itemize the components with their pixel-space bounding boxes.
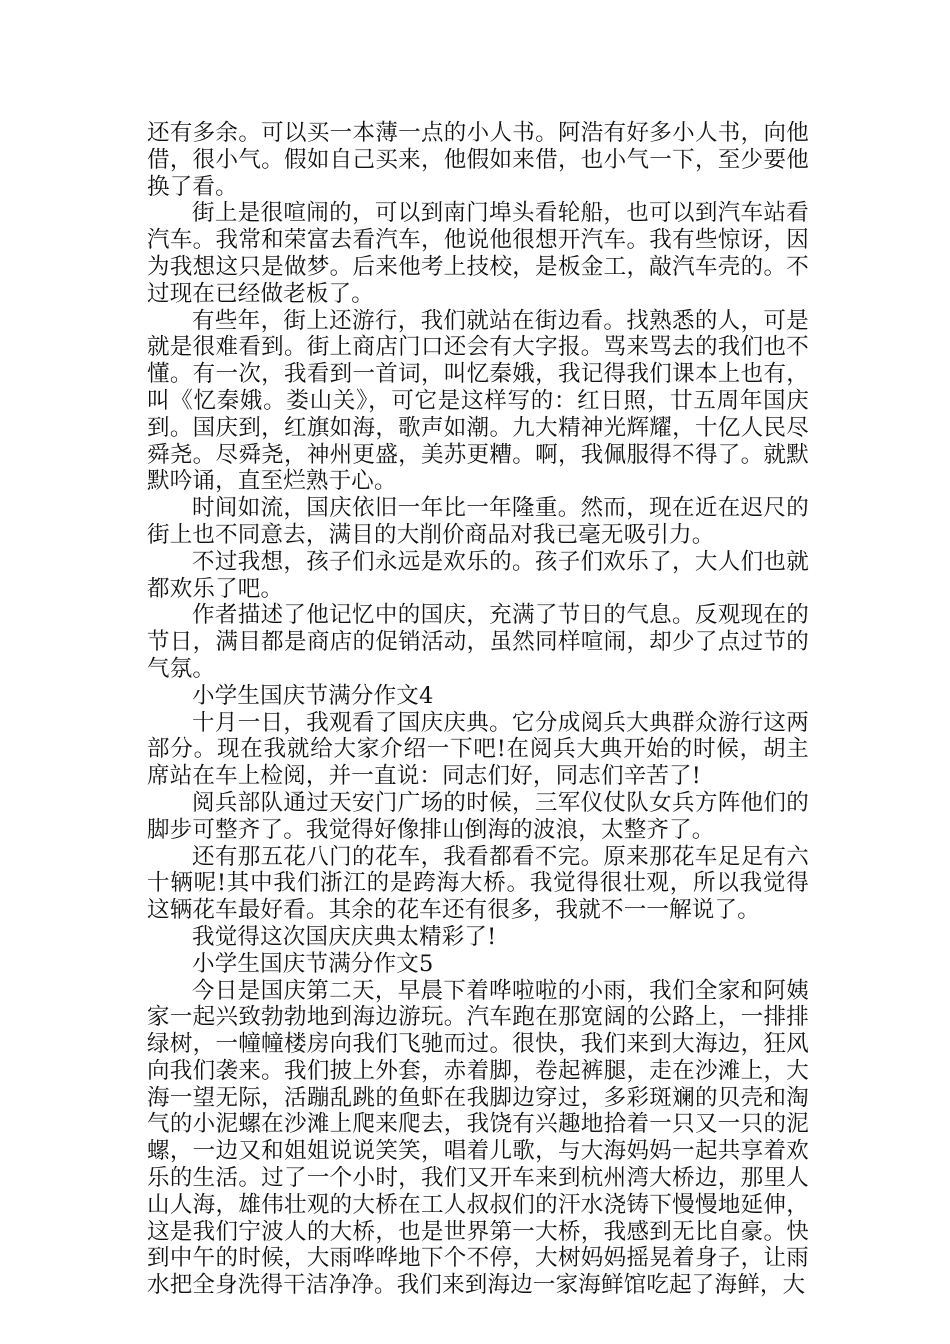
body-paragraph: 不过我想，孩子们永远是欢乐的。孩子们欢乐了，大人们也就都欢乐了吧。 (147, 548, 809, 602)
document-body (147, 120, 809, 1299)
body-paragraph: 十月一日，我观看了国庆庆典。它分成阅兵大典群众游行这两部分。现在我就给大家介绍一下吧!在阅兵大典开始的时候，胡主席站在车上检阅，并一直说：同志们好，同志们辛苦了! (147, 709, 809, 790)
body-paragraph: 今日是国庆第二天，早晨下着哗啦啦的小雨，我们全家和阿姨家一起兴致勃勃地到海边游玩。汽车跑在那宽阔的公路上，一排排绿树，一幢幢楼房向我们飞驰而过。很快，我们来到大海边，狂风向我们袭来。我们披上外套，赤着脚，卷起裤腿，走在沙滩上，大海一望无际，活蹦乱跳的鱼虾在我脚边穿过，多彩斑斓的贝壳和淘气的小泥螺在沙滩上爬来爬去，我饶有兴趣地拾着一只又一只的泥螺，一边又和姐姐说说笑笑，唱着儿歌，与大海妈妈一起共享着欢乐的生活。过了一个小时，我们又开车来到杭州湾大桥边，那里人山人海，雄伟壮观的大桥在工人叔叔们的汗水浇铸下慢慢地延伸，这是我们宁波人的大桥，也是世界第一大桥，我感到无比自豪。快到中午的时候，大雨哗哗地下个不停，大树妈妈摇晃着身子，让雨水把全身洗得干洁净净。我们来到海边一家海鲜馆吃起了海鲜，大 (147, 977, 809, 1299)
body-paragraph: 有些年，街上还游行，我们就站在街边看。找熟悉的人，可是就是很难看到。街上商店门口还会有大字报。骂来骂去的我们也不懂。有一次，我看到一首词，叫忆秦娥，我记得我们课本上也有，叫《忆秦娥。娄山关》，可它是这样写的：红日照，廿五周年国庆到。国庆到，红旗如海，歌声如潮。九大精神光辉耀，十亿人民尽舜尧。尽舜尧，神州更盛，美苏更糟。啊，我佩服得不得了。就默默吟诵，直至烂熟于心。 (147, 307, 809, 495)
body-paragraph: 阅兵部队通过天安门广场的时候，三军仪仗队女兵方阵他们的脚步可整齐了。我觉得好像排山倒海的波浪，太整齐了。 (147, 789, 809, 843)
body-paragraph: 街上是很喧闹的，可以到南门埠头看轮船，也可以到汽车站看汽车。我常和荣富去看汽车，他说他很想开汽车。我有些惊讶，因为我想这只是做梦。后来他考上技校，是板金工，敲汽车壳的。不过现在已经做老板了。 (147, 200, 809, 307)
body-paragraph: 作者描述了他记忆中的国庆，充满了节日的气息。反观现在的节日，满目都是商店的促销活动，虽然同样喧闹，却少了点过节的气氛。 (147, 602, 809, 682)
body-paragraph: 还有那五花八门的花车，我看都看不完。原来那花车足足有六十辆呢!其中我们浙江的是跨海大桥。我觉得很壮观，所以我觉得这辆花车最好看。其余的花车还有很多，我就不一一解说了。 (147, 843, 809, 924)
body-paragraph: 还有多余。可以买一本薄一点的小人书。阿浩有好多小人书，向他借，很小气。假如自己买来，他假如来借，也小气一下，至少要他换了看。 (147, 120, 809, 200)
body-paragraph: 时间如流，国庆依旧一年比一年隆重。然而，现在近在迟尺的街上也不同意去，满目的大削价商品对我已毫无吸引力。 (147, 495, 809, 548)
section-heading: 小学生国庆节满分作文4 (192, 682, 434, 709)
section-heading: 小学生国庆节满分作文5 (192, 950, 434, 977)
body-paragraph: 我觉得这次国庆庆典太精彩了! (192, 923, 497, 950)
